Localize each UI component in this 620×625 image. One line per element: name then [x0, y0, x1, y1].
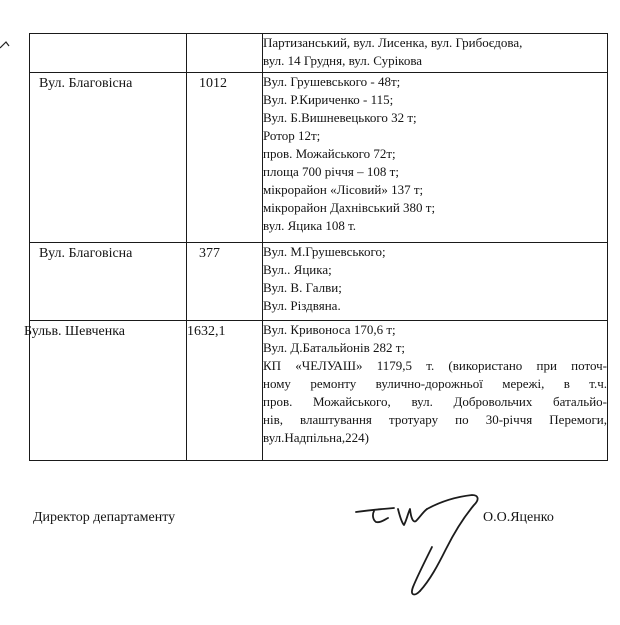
- location-line: пров. Можайського, вул. Добровольчих батальйо-: [263, 394, 607, 409]
- table-cell-locations: [263, 321, 608, 461]
- table-cell-street: [30, 73, 187, 243]
- location-line: площа 700 річчя – 108 т;: [263, 164, 399, 179]
- signatory-title: Директор департаменту: [33, 510, 176, 525]
- location-line: нів, влаштування тротуару по 30-річчя Перемоги,: [263, 412, 607, 427]
- location-line: Вул. Б.Вишневецького 32 т;: [263, 110, 417, 125]
- street-name: Вул. Благовісна: [39, 246, 133, 261]
- table-cell-locations: [263, 73, 608, 243]
- table-cell-street: [30, 243, 187, 321]
- location-line: вул. Яцика 108 т.: [263, 218, 357, 233]
- table-cell-locations: [263, 243, 608, 321]
- signatory-name: О.О.Яценко: [483, 510, 554, 525]
- location-line: Вул. М.Грушевського;: [263, 244, 386, 259]
- table-cell-volume: [187, 321, 263, 461]
- street-name: Бульв. Шевченка: [24, 324, 126, 339]
- table-row: [30, 243, 608, 321]
- location-line: Вул. В. Галви;: [263, 280, 342, 295]
- location-line: Ротор 12т;: [263, 128, 321, 143]
- waste-table: [24, 33, 608, 461]
- location-line: Вул. Різдвяна.: [263, 298, 341, 313]
- location-line: мікрорайон Дахнівський 380 т;: [263, 200, 436, 215]
- volume-value: 1632,1: [187, 324, 226, 339]
- table-row: [30, 73, 608, 243]
- street-name: Вул. Благовісна: [39, 76, 133, 91]
- location-line: мікрорайон «Лісовий» 137 т;: [263, 182, 424, 197]
- location-line: КП «ЧЕЛУАШ» 1179,5 т. (використано при поточ-: [263, 358, 607, 373]
- table-cell-locations: [263, 34, 608, 73]
- volume-value: 377: [199, 246, 220, 261]
- location-line: Вул.. Яцика;: [263, 262, 332, 277]
- location-line: Вул. Кривоноса 170,6 т;: [263, 322, 396, 337]
- location-line: ному ремонту вулично-дорожньої мережі, в т.ч.: [263, 376, 607, 391]
- volume-value: 1012: [199, 76, 227, 91]
- table-cell-volume: [187, 243, 263, 321]
- table-cell-volume: [187, 34, 263, 73]
- table-row: [30, 34, 608, 73]
- location-line: пров. Можайського 72т;: [263, 146, 396, 161]
- table-cell-street: [24, 321, 187, 461]
- location-line: Вул. Р.Кириченко - 115;: [263, 92, 394, 107]
- table-cell-street: [30, 34, 187, 73]
- location-line: Вул. Грушевського - 48т;: [263, 74, 401, 89]
- location-line: вул. 14 Грудня, вул. Сурікова: [263, 53, 423, 68]
- table-row: [30, 321, 608, 461]
- location-line: вул.Надпільна,224): [263, 430, 369, 445]
- handwritten-signature: [350, 485, 500, 605]
- location-line: Партизанський, вул. Лисенка, вул. Грибоєдова,: [263, 35, 523, 50]
- location-line: Вул. Д.Батальйонів 282 т;: [263, 340, 406, 355]
- table-cell-volume: [187, 73, 263, 243]
